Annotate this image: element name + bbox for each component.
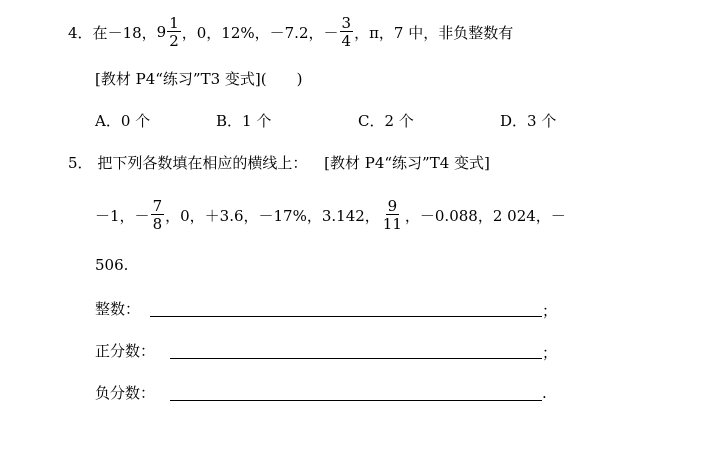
positive-fraction-line-end: ；: [542, 344, 558, 362]
q4-mixed-number: [156, 13, 182, 50]
integer-line-end: ；: [542, 302, 558, 320]
q4-prefix: 在: [92, 23, 108, 42]
q4-choice-c[interactable]: C．2 个: [358, 112, 414, 130]
q4-number-1: －18，: [107, 23, 157, 42]
q4-mixed-numerator: 1: [169, 13, 179, 32]
q4-mixed-denominator: 2: [169, 31, 179, 50]
q5-fraction-2-numerator: 9: [387, 196, 398, 215]
q4-suffix: ，π，7 中，非负整数有: [354, 23, 514, 42]
q5-number: 5．: [68, 154, 93, 172]
q5-neg-sign: －: [134, 206, 150, 225]
q5-stem: 把下列各数填在相应的横线上：: [97, 154, 308, 172]
positive-fraction-label: 正分数：: [95, 342, 156, 360]
q5-number-1: －1，: [95, 206, 135, 225]
negative-fraction-answer-line[interactable]: [170, 400, 542, 401]
q5-fraction-1: [151, 196, 165, 233]
q4-fraction: [340, 13, 354, 50]
q5-source: [教材 P4“练习”T4 变式]: [324, 154, 490, 172]
q5-stem-line: [68, 152, 490, 173]
integer-answer-line[interactable]: [150, 316, 542, 317]
q5-numbers-line: [95, 190, 566, 240]
integer-label: 整数：: [95, 300, 141, 318]
q5-fraction-2: [381, 196, 404, 233]
q4-line1: [68, 12, 513, 52]
q4-mixed-whole: 9: [156, 23, 167, 41]
q4-after-mixed: ，0，12%，－7.2，: [181, 23, 324, 42]
negative-fraction-label: 负分数：: [95, 384, 156, 402]
q4-source: [教材 P4“练习”T3 变式]( ): [95, 70, 303, 88]
q5-fraction-2-denominator: 11: [382, 214, 402, 233]
q4-mixed-fraction: [167, 13, 181, 50]
q5-tail-numbers: ，－0.088，2 024，－: [404, 206, 566, 225]
q5-last-number: 506.: [95, 256, 129, 274]
q5-fraction-1-denominator: 8: [152, 214, 163, 233]
q4-neg-sign: －: [323, 23, 339, 42]
q4-fraction-numerator: 3: [341, 13, 352, 32]
q4-choice-a[interactable]: A．0 个: [95, 112, 151, 130]
negative-fraction-line-end: .: [542, 384, 547, 402]
positive-fraction-answer-line[interactable]: [170, 358, 542, 359]
q4-choice-b[interactable]: B．1 个: [216, 112, 272, 130]
q5-mid-numbers: ，0，＋3.6，－17%，3.142，: [165, 206, 380, 225]
q4-fraction-denominator: 4: [341, 31, 352, 50]
q4-number: 4．: [68, 23, 93, 42]
q5-fraction-1-numerator: 7: [152, 196, 163, 215]
q4-choice-d[interactable]: D．3 个: [500, 112, 557, 130]
